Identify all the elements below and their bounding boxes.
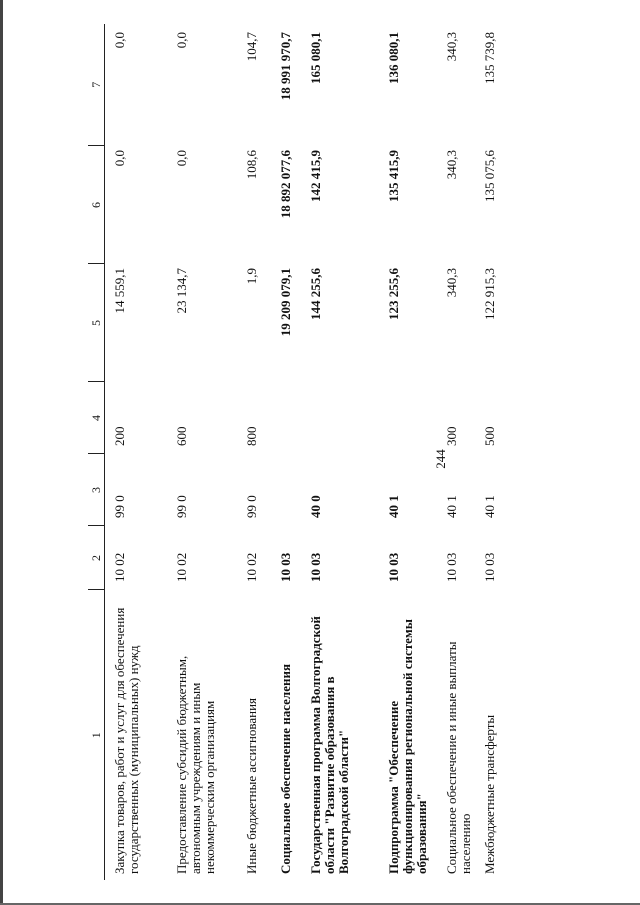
row-name: Иные бюджетные ассигнования bbox=[243, 697, 259, 874]
row-value-5: 19 209 079,1 bbox=[277, 268, 293, 337]
table-row bbox=[301, 24, 379, 880]
row-value-7: 340,3 bbox=[443, 32, 459, 62]
row-section: 10 03 bbox=[307, 552, 323, 582]
table-row bbox=[437, 24, 475, 880]
row-name: Государственная программа Волгоградской области "Развитие образования в Волгоградской области" bbox=[307, 616, 351, 874]
table-row bbox=[379, 24, 437, 880]
row-value-5: 122 915,3 bbox=[481, 268, 497, 320]
row-expense-type: 600 bbox=[173, 426, 189, 446]
row-value-7: 104,7 bbox=[243, 32, 259, 62]
table-row bbox=[167, 24, 237, 880]
table-row bbox=[271, 24, 301, 880]
row-value-5: 144 255,6 bbox=[307, 268, 323, 320]
table-row bbox=[475, 24, 515, 880]
row-value-5: 340,3 bbox=[443, 268, 459, 298]
row-value-6: 135 075,6 bbox=[481, 150, 497, 202]
page-number: 244 bbox=[433, 449, 448, 469]
header-col-1: 1 bbox=[88, 590, 105, 880]
row-name: Социальное обеспечение населения bbox=[277, 664, 293, 874]
row-expense-type: 500 bbox=[481, 426, 497, 446]
row-section: 10 03 bbox=[277, 552, 293, 582]
row-name: Социальное обеспечение и иные выплаты населению bbox=[443, 641, 473, 874]
row-section: 10 02 bbox=[243, 552, 259, 582]
row-value-7: 0,0 bbox=[173, 32, 189, 49]
header-col-5: 5 bbox=[88, 264, 105, 382]
row-target: 99 0 bbox=[112, 495, 127, 518]
row-value-6: 135 415,9 bbox=[385, 150, 401, 202]
row-value-7: 18 991 970,7 bbox=[277, 32, 293, 101]
header-col-4: 4 bbox=[88, 382, 105, 454]
row-value-7: 136 080,1 bbox=[385, 32, 401, 84]
row-expense-type bbox=[301, 382, 379, 454]
row-section: 10 03 bbox=[443, 552, 459, 582]
row-expense-type bbox=[379, 382, 437, 454]
row-expense-type bbox=[271, 382, 301, 454]
row-target: 40 0 bbox=[307, 495, 323, 518]
row-value-7: 135 739,8 bbox=[481, 32, 497, 84]
row-target bbox=[271, 454, 301, 526]
row-name: Предоставление субсидий бюджетным, автономным учреждениям и иным некоммерческим организациям bbox=[173, 655, 217, 874]
table-row bbox=[105, 24, 167, 880]
row-value-5: 123 255,6 bbox=[385, 268, 401, 320]
row-value-6: 142 415,9 bbox=[307, 150, 323, 202]
header-col-6: 6 bbox=[88, 146, 105, 264]
row-section: 10 03 bbox=[385, 552, 401, 582]
row-target: 40 1 bbox=[385, 495, 401, 518]
header-col-3: 3 bbox=[88, 454, 105, 526]
row-value-6: 0,0 bbox=[173, 150, 189, 167]
row-target: 40 1 bbox=[481, 495, 497, 518]
table-body bbox=[105, 24, 515, 880]
row-value-5: 14 559,1 bbox=[112, 268, 127, 314]
budget-table bbox=[88, 24, 515, 880]
row-name: Закупка товаров, работ и услуг для обеспечения государственных (муниципальных) нужд bbox=[112, 607, 141, 874]
row-value-5: 23 134,7 bbox=[173, 268, 189, 314]
row-section: 10 02 bbox=[173, 552, 189, 582]
row-target: 99 0 bbox=[173, 495, 189, 518]
table-header-row bbox=[88, 24, 105, 880]
row-value-7: 165 080,1 bbox=[307, 32, 323, 84]
row-target: 40 1 bbox=[443, 495, 459, 518]
row-value-6: 108,6 bbox=[243, 150, 259, 180]
row-value-6: 18 892 077,6 bbox=[277, 150, 293, 219]
row-value-5: 1,9 bbox=[243, 268, 259, 285]
row-expense-type: 200 bbox=[112, 426, 127, 446]
header-col-7: 7 bbox=[88, 24, 105, 146]
table-row bbox=[237, 24, 271, 880]
row-section: 10 03 bbox=[481, 552, 497, 582]
header-col-2: 2 bbox=[88, 526, 105, 590]
scan-edge-left bbox=[0, 0, 3, 905]
row-value-6: 0,0 bbox=[112, 150, 127, 167]
row-value-6: 340,3 bbox=[443, 150, 459, 180]
row-target: 99 0 bbox=[243, 495, 259, 518]
row-name: Межбюджетные трансферты bbox=[481, 714, 497, 874]
row-expense-type: 800 bbox=[243, 426, 259, 446]
row-value-7: 0,0 bbox=[112, 32, 127, 49]
row-name: Подпрограмма "Обеспечение функционирования региональной системы образования" bbox=[385, 619, 429, 874]
row-expense-type: 300 bbox=[443, 426, 459, 446]
row-section: 10 02 bbox=[112, 552, 127, 582]
